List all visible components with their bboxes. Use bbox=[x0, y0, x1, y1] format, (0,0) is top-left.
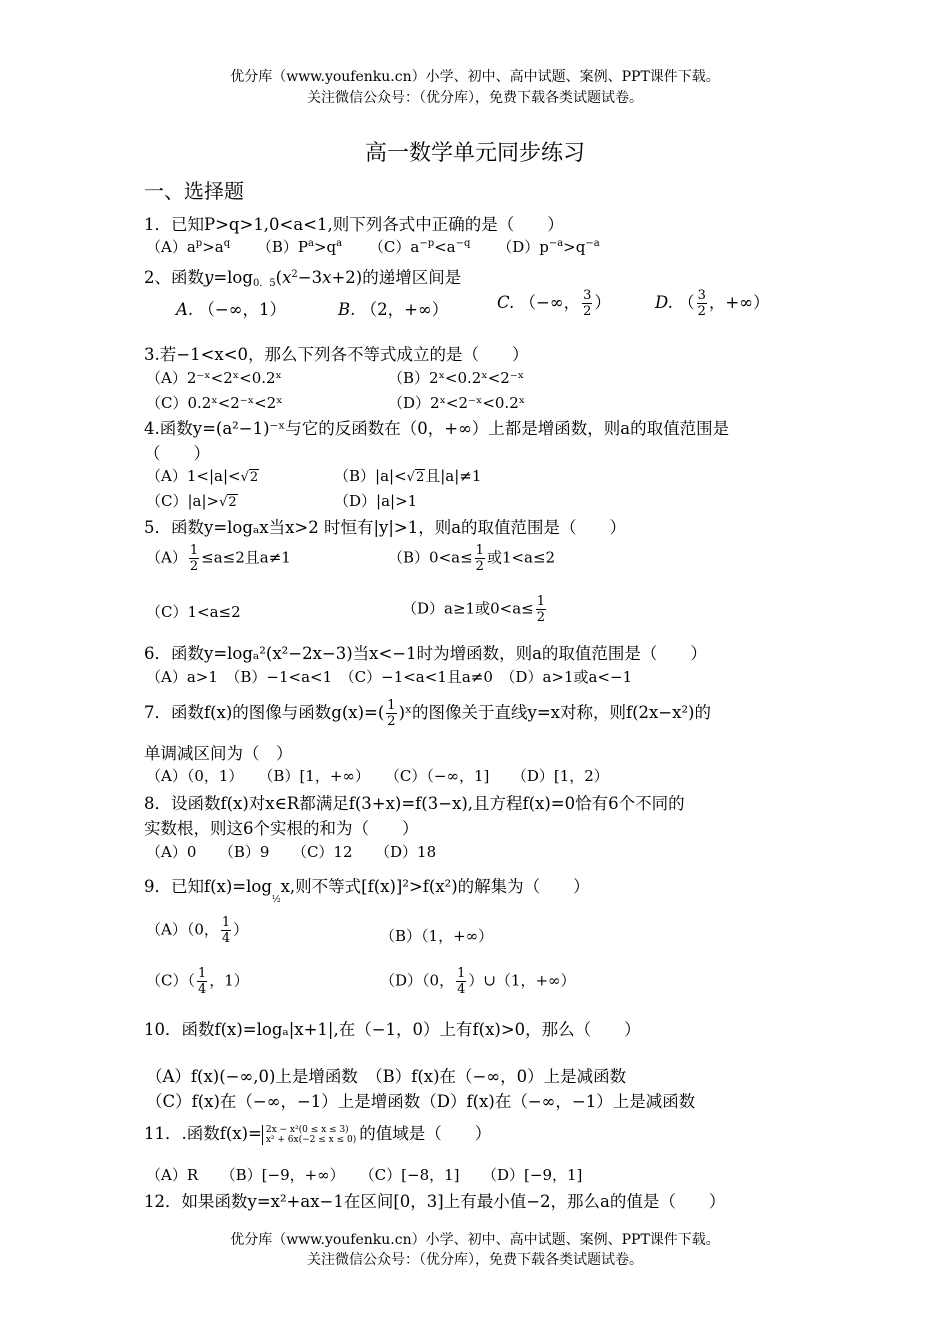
q9-option-a: （A）（0， $\frac{1}{4}$ ） bbox=[146, 915, 249, 946]
q3-option-b: （B）2ˣ<0.2ˣ<2⁻ˣ bbox=[388, 369, 525, 387]
fraction: $\frac{1}{4}$ bbox=[221, 915, 231, 946]
q12-stem: 12．如果函数y=x²+ax−1在区间[0，3]上有最小值−2，那么a的值是（ ） bbox=[144, 1192, 726, 1211]
q3-option-c: （C）0.2ˣ<2⁻ˣ<2ˣ bbox=[146, 394, 283, 412]
q9-option-d: （D）（0， $\frac{1}{4}$ ）∪（1，+∞） bbox=[380, 966, 576, 997]
header-line-1: 优分库（www.youfenku.cn）小学、初中、高中试题、案例、PPT课件下载。 bbox=[230, 69, 720, 85]
q3-stem: 3.若−1<x<0，那么下列各不等式成立的是（ ） bbox=[144, 345, 529, 364]
fraction: $\frac{1}{2}$ bbox=[475, 543, 484, 574]
fraction: $\frac{3}{2}$ bbox=[583, 288, 592, 319]
q11-options: （A）R （B）[−9，+∞） （C）[−8，1] （D）[−9，1] bbox=[146, 1166, 583, 1184]
q2-option-a: A. （−∞，1） bbox=[176, 300, 286, 319]
section-heading: 一、选择题 bbox=[144, 179, 244, 203]
q10-stem: 10．函数f(x)=logₐ|x+1|,在（−1，0）上有f(x)>0，那么（ ） bbox=[144, 1020, 641, 1039]
q8-stem: 8．设函数f(x)对x∈R都满足f(3+x)=f(3−x),且方程f(x)=0恰有6个不同的 bbox=[144, 794, 685, 813]
sqrt-symbol: √2 bbox=[219, 495, 237, 510]
q8-stem-line2: 实数根，则这6个实根的和为（ ） bbox=[144, 819, 419, 838]
q1-option-b: $(B)P^a>q^a$ bbox=[256, 238, 343, 256]
q4-option-d: （D）|a|>1 bbox=[334, 492, 418, 510]
q3-option-d: （D）2ˣ<2⁻ˣ<0.2ˣ bbox=[388, 394, 526, 412]
fraction: $\frac{1}{2}$ bbox=[189, 543, 199, 574]
q6-stem: 6．函数y=logₐ²(x²−2x−3)当x<−1时为增函数，则a的取值范围是（ ） bbox=[144, 644, 707, 663]
fraction: $\frac{1}{4}$ bbox=[457, 966, 466, 997]
sqrt-symbol: √2 bbox=[406, 470, 425, 485]
q1-stem: 1．已知P>q>1,0<a<1,则下列各式中正确的是（ ） bbox=[144, 215, 564, 234]
q4-option-a: （A）1<|a|<√2 bbox=[146, 467, 259, 485]
q5-option-c: （C）1<a≤2 bbox=[146, 603, 241, 621]
q2-stem: 2、函数$y=\log_{0.5}(x^2-3x+2)$的递增区间是 bbox=[144, 268, 462, 289]
q9-stem: 9．已知$f(x)=\log_{\frac{1}{2}}x$,则不等式[f(x)]²>f(x²)的解集为（ ） bbox=[144, 877, 590, 905]
piecewise-function: 2x − x²(0 ≤ x ≤ 3) x² + 6x(−2 ≤ x ≤ 0) bbox=[262, 1125, 356, 1145]
q5-stem: 5．函数y=logₐx当x>2 时恒有|y|>1，则a的取值范围是（ ） bbox=[144, 518, 627, 537]
q5-option-b: （B）0<a≤ $\frac{1}{2}$ 或1<a≤2 bbox=[388, 543, 556, 574]
q2-option-d: D. （ $\frac{3}{2}$ ，+∞） bbox=[655, 288, 770, 319]
fraction: $\frac{1}{2}$ bbox=[536, 594, 545, 625]
q7-stem: 7．函数f(x)的图像与函数g(x)=( $\frac{1}{2}$ )ˣ的图像关于直线y=x对称，则f(2x−x²)的 bbox=[144, 698, 711, 729]
q4-stem: 4.函数y=(a²−1)⁻ˣ与它的反函数在（0，+∞）上都是增函数，则a的取值范围是 bbox=[144, 419, 730, 438]
fraction: $\frac{3}{2}$ bbox=[697, 288, 706, 319]
q1-option-a: $(A)a^p>a^q$ bbox=[146, 238, 231, 256]
q4-paren: （ ） bbox=[144, 444, 210, 463]
header-line-2: 关注微信公众号：（优分库），免费下载各类试题试卷。 bbox=[307, 90, 643, 106]
footer-line-1: 优分库（www.youfenku.cn）小学、初中、高中试题、案例、PPT课件下载。 bbox=[230, 1232, 720, 1248]
q7-stem-line2: 单调减区间为（ ） bbox=[144, 744, 293, 763]
footer-line-2: 关注微信公众号：（优分库），免费下载各类试题试卷。 bbox=[307, 1252, 643, 1268]
q4-option-b: （B）|a|<√2且|a|≠1 bbox=[334, 467, 482, 485]
fraction: $\frac{1}{2}$ bbox=[387, 698, 396, 729]
q5-option-a: （A） $\frac{1}{2}$ ≤a≤2且a≠1 bbox=[146, 543, 291, 574]
sqrt-symbol: √2 bbox=[240, 470, 259, 485]
q2-option-c: C. （−∞， $\frac{3}{2}$ ） bbox=[497, 288, 611, 319]
q4-option-c: （C）|a|>√2 bbox=[146, 492, 237, 510]
q7-options: （A）（0，1） （B）[1，+∞） （C）（−∞，1] （D）[1，2） bbox=[146, 767, 609, 785]
q1-options bbox=[146, 236, 600, 257]
q6-options: （A）a>1 （B）−1<a<1 （C）−1<a<1且a≠0 （D）a>1或a<−1 bbox=[146, 668, 633, 686]
q2-option-b: B. （2，+∞） bbox=[338, 300, 449, 319]
fraction: $\frac{1}{4}$ bbox=[197, 966, 207, 997]
q11-stem: 11．.函数f(x)= 2x − x²(0 ≤ x ≤ 3) x² + 6x(−2 ≤ x ≤ 0) 的值域是（ ） bbox=[144, 1124, 492, 1145]
page-title: 高一数学单元同步练习 bbox=[364, 141, 585, 166]
q1-option-c: $(C)a^{-p}<a^{-q}$ bbox=[368, 238, 471, 256]
q5-option-d: （D）a≥1或0<a≤ $\frac{1}{2}$ bbox=[402, 594, 545, 625]
q9-option-c: （C）（ $\frac{1}{4}$ ，1） bbox=[146, 966, 249, 997]
q10-options-ab: （A）f(x)(−∞,0)上是增函数 （B）f(x)在（−∞，0）上是减函数 bbox=[146, 1067, 627, 1086]
q1-option-d: $(D)p^{-a}>q^{-a}$ bbox=[497, 238, 600, 256]
q3-option-a: （A）2⁻ˣ<2ˣ<0.2ˣ bbox=[146, 369, 282, 387]
q10-options-cd: （C）f(x)在（−∞，−1）上是增函数（D）f(x)在（−∞，−1）上是减函数 bbox=[146, 1092, 696, 1111]
q8-options: （A）0 （B）9 （C）12 （D）18 bbox=[146, 843, 437, 861]
q9-option-b: （B）（1，+∞） bbox=[380, 927, 494, 945]
